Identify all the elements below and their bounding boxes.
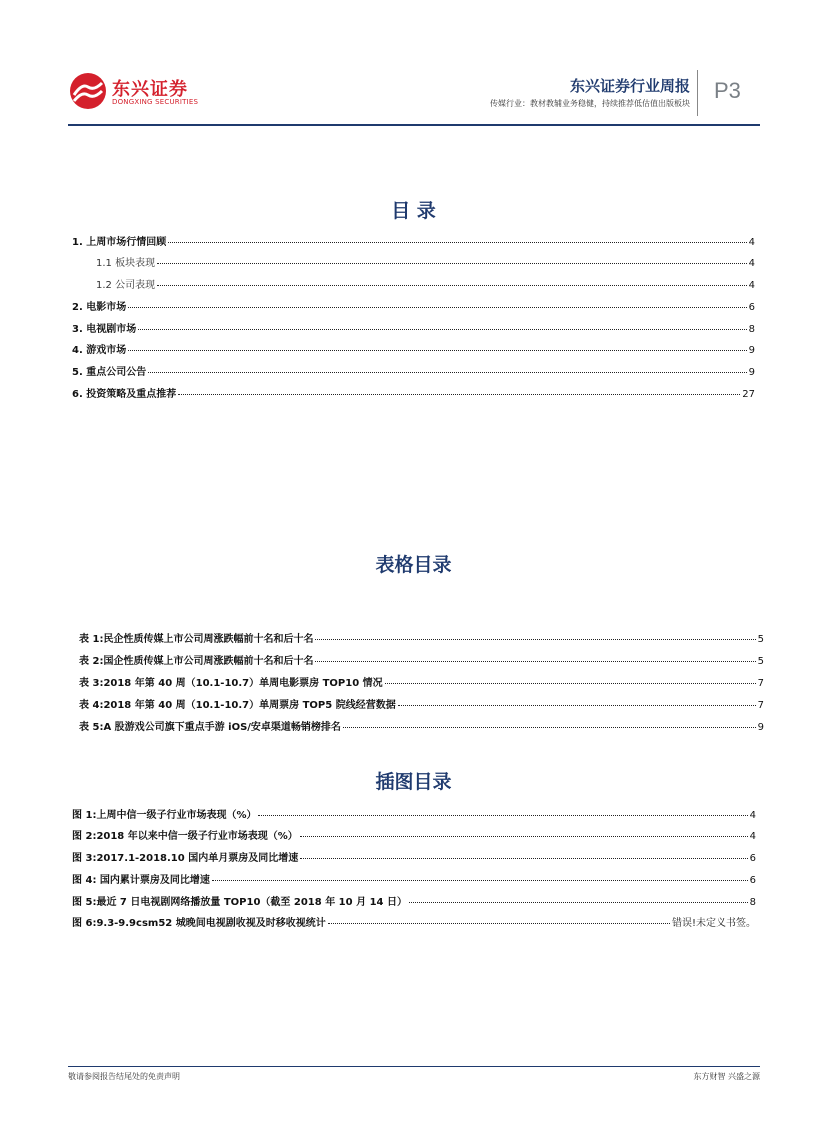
report-subtitle: 传媒行业：教材教辅业务稳健，持续推荐低估值出版板块: [490, 99, 690, 108]
company-logo: [68, 71, 198, 115]
page-number: P3: [714, 78, 741, 103]
logo-text-en: DONGXING SECURITIES: [112, 98, 199, 106]
toc-entry[interactable]: [72, 233, 755, 248]
figure-toc-entry-page: 6: [749, 875, 756, 886]
dot-leader: [128, 350, 746, 351]
footer-disclaimer: 敬请参阅报告结尾处的免责声明: [68, 1072, 180, 1081]
dot-leader: [138, 329, 746, 330]
figure-toc-entry[interactable]: [72, 871, 756, 886]
toc-entry[interactable]: [72, 341, 755, 356]
footer-slogan: 东方财智 兴盛之源: [693, 1072, 760, 1081]
figure-toc-entry-page: 8: [749, 897, 756, 908]
toc-entry-page: 8: [748, 324, 755, 335]
table-toc-entry-page: 7: [757, 678, 764, 689]
table-toc-entry-label: 表 2:国企性质传媒上市公司周涨跌幅前十名和后十名: [79, 656, 314, 667]
toc-title: 目 录: [391, 200, 436, 222]
table-toc-entry-label: 表 4:2018 年第 40 周（10.1-10.7）单周票房 TOP5 院线经营数据: [79, 700, 396, 711]
logo-emblem-icon: [68, 71, 108, 111]
dot-leader: [385, 683, 756, 684]
toc-entry-page: 4: [748, 280, 755, 291]
toc-entry-page: 9: [748, 367, 755, 378]
table-toc-entry[interactable]: [79, 718, 764, 733]
dot-leader: [178, 394, 740, 395]
figure-toc-entry[interactable]: [72, 806, 756, 821]
dot-leader: [300, 858, 747, 859]
table-toc-entry-page: 5: [757, 656, 764, 667]
figures-toc-title: 插图目录: [375, 771, 452, 793]
figure-toc-entry[interactable]: [72, 914, 756, 929]
figure-toc-entry-label: 图 5:最近 7 日电视剧网络播放量 TOP10（截至 2018 年 10 月 14 日）: [72, 897, 407, 908]
toc-entry-page: 9: [748, 345, 755, 356]
figure-toc-entry[interactable]: [72, 849, 756, 864]
table-toc-entry-page: 5: [757, 634, 764, 645]
table-toc-entry[interactable]: [79, 674, 764, 689]
figure-toc-entry[interactable]: [72, 893, 756, 908]
dot-leader: [315, 661, 755, 662]
figure-toc-entry-page: 6: [749, 853, 756, 864]
footer-rule: [68, 1066, 760, 1067]
dot-leader: [128, 307, 746, 308]
dot-leader: [409, 902, 748, 903]
table-toc-entry[interactable]: [79, 696, 764, 711]
toc-entry-label: 1. 上周市场行情回顾: [72, 237, 167, 248]
dot-leader: [300, 836, 748, 837]
toc-entry[interactable]: [72, 363, 755, 378]
toc-entry-page: 4: [748, 237, 755, 248]
tables-toc-title: 表格目录: [375, 554, 452, 576]
header-rule: [68, 124, 760, 126]
dot-leader: [398, 705, 756, 706]
figure-toc-entry-label: 图 4: 国内累计票房及同比增速: [72, 875, 210, 886]
figure-toc-entry-label: 图 2:2018 年以来中信一级子行业市场表现（%）: [72, 831, 298, 842]
table-toc-entry-label: 表 5:A 股游戏公司旗下重点手游 iOS/安卓渠道畅销榜排名: [79, 722, 341, 733]
dot-leader: [168, 242, 746, 243]
toc-entry[interactable]: [72, 320, 755, 335]
toc-entry[interactable]: [96, 254, 755, 269]
dot-leader: [258, 815, 747, 816]
dot-leader: [212, 880, 748, 881]
table-toc-entry-page: 9: [757, 722, 764, 733]
table-toc-entry-label: 表 1:民企性质传媒上市公司周涨跌幅前十名和后十名: [79, 634, 314, 645]
dot-leader: [343, 727, 756, 728]
figure-toc-entry-label: 图 1:上周中信一级子行业市场表现（%）: [72, 810, 257, 821]
dot-leader: [157, 263, 747, 264]
table-toc-entry[interactable]: [79, 652, 764, 667]
toc-entry-page: 27: [742, 389, 755, 400]
dot-leader: [315, 639, 755, 640]
toc-entry-label: 5. 重点公司公告: [72, 367, 147, 378]
logo-text-cn: 东兴证券: [112, 79, 188, 100]
header-divider: [697, 70, 698, 116]
figure-toc-entry-page: 错误!未定义书签。: [671, 918, 756, 929]
dot-leader: [328, 923, 670, 924]
toc-entry-page: 4: [748, 258, 755, 269]
table-toc-entry[interactable]: [79, 630, 764, 645]
dot-leader: [148, 372, 746, 373]
toc-entry-page: 6: [748, 302, 755, 313]
toc-entry-label: 3. 电视剧市场: [72, 324, 137, 335]
figure-toc-entry-page: 4: [749, 810, 756, 821]
table-toc-entry-label: 表 3:2018 年第 40 周（10.1-10.7）单周电影票房 TOP10 情况: [79, 678, 383, 689]
figure-toc-entry-label: 图 3:2017.1-2018.10 国内单月票房及同比增速: [72, 853, 299, 864]
dot-leader: [157, 285, 747, 286]
toc-entry[interactable]: [72, 385, 755, 400]
report-title: 东兴证券行业周报: [569, 77, 690, 95]
toc-entry-label: 6. 投资策略及重点推荐: [72, 389, 177, 400]
toc-entry-label: 1.1 板块表现: [96, 258, 156, 269]
figure-toc-entry-label: 图 6:9.3-9.9csm52 城晚间电视剧收视及时移收视统计: [72, 918, 326, 929]
toc-entry-label: 1.2 公司表现: [96, 280, 156, 291]
toc-entry[interactable]: [96, 276, 755, 291]
toc-entry-label: 2. 电影市场: [72, 302, 127, 313]
figure-toc-entry-page: 4: [749, 831, 756, 842]
toc-entry[interactable]: [72, 298, 755, 313]
toc-entry-label: 4. 游戏市场: [72, 345, 127, 356]
table-toc-entry-page: 7: [757, 700, 764, 711]
figure-toc-entry[interactable]: [72, 827, 756, 842]
